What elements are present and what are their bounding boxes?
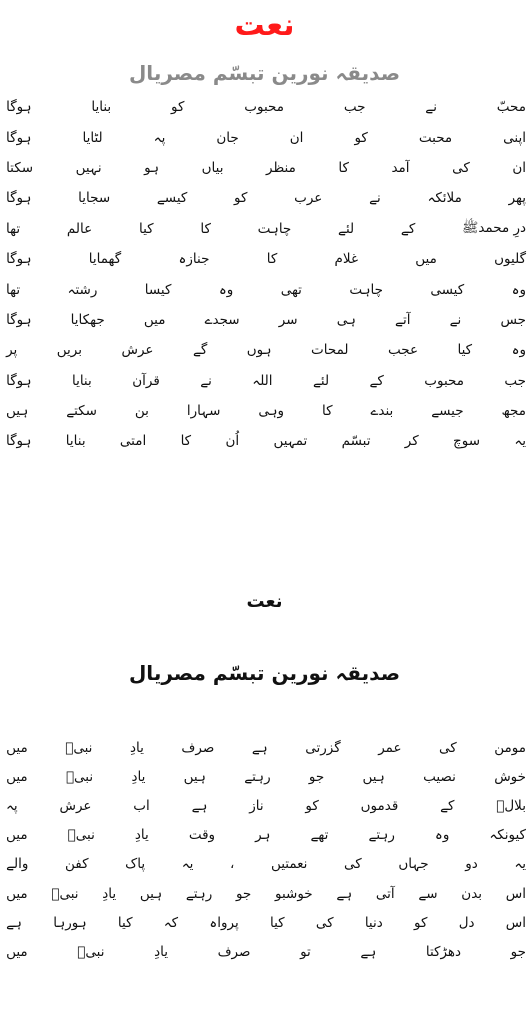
verse-word: کیسے [156, 190, 188, 207]
verse-word: کیا [138, 220, 154, 237]
verse-word: میں [6, 768, 28, 785]
verse-word: ہے [191, 797, 208, 814]
verse-word: میں [6, 943, 28, 960]
verse-line [6, 879, 526, 908]
poet-name-1: صدیقہ نورین تبسّم مصریال [128, 61, 401, 85]
verse-word: گلیوں [494, 251, 526, 268]
verse-word: سجدے [204, 311, 240, 328]
verse-word: میں [415, 251, 437, 268]
verse-word: بنایا [71, 372, 92, 389]
verse-word: بیاں [201, 159, 224, 176]
verse-word: ہوگا [6, 372, 32, 389]
verse-word: جس [500, 311, 526, 328]
verse-word: میں [143, 311, 166, 328]
verse-word: منظر [266, 159, 296, 176]
verse-word: ، [229, 856, 235, 873]
verse-word: درِ محمدﷺ [462, 219, 526, 236]
naat-title-1: نعت [234, 8, 295, 43]
verse-word: جب [504, 372, 526, 389]
verse-line [6, 122, 526, 152]
verse-word: ہوگا [6, 190, 32, 207]
verse-word: آتی [375, 885, 395, 902]
verse-word: ہیں [183, 768, 206, 785]
verse-line [6, 426, 526, 456]
verse-word: کی [452, 159, 470, 176]
verse-word: والے [6, 856, 29, 873]
verse-word: چاہت [349, 281, 383, 298]
verse-word: نعمتیں [270, 856, 308, 873]
verse-word: عرش [121, 342, 154, 359]
verse-word: صرف [181, 739, 215, 756]
verse-word: جنازہ [178, 251, 210, 268]
verse-word: اللہ [252, 372, 273, 389]
verse-word: سے [418, 885, 438, 902]
verse-word: نہیں [75, 159, 102, 176]
verse-line [6, 366, 526, 396]
verse-word: ناز [249, 797, 264, 814]
verse-word: دل [458, 914, 475, 931]
verse-word: ہیں [362, 768, 385, 785]
verse-word: یادِ [154, 943, 168, 960]
verse-word: ہے [360, 943, 377, 960]
verse-word: ہو [144, 159, 160, 176]
verse-word: کا [180, 433, 192, 450]
verse-word: تھا [6, 220, 21, 237]
verse-line [6, 908, 526, 937]
verse-word: جہاں [398, 856, 429, 873]
verse-word: کیونکہ [489, 827, 526, 844]
verse-word: جھکایا [70, 311, 105, 328]
verse-word: تمہیں [273, 433, 308, 450]
verse-word: تھے [310, 827, 329, 844]
verse-word: ہی [336, 311, 356, 328]
verse-word: پہ [6, 797, 18, 814]
verse-word: گے [192, 342, 208, 359]
verse-word: غلام [334, 251, 359, 268]
verse-word: ہوگا [6, 251, 32, 268]
verse-word: رشتہ [67, 281, 98, 298]
verse-word: بدن [461, 885, 483, 902]
verse-word: گھمایا [88, 251, 122, 268]
verse-word: اس [505, 914, 526, 931]
verse-word: اپنی [503, 129, 526, 146]
verse-word: رہتے [244, 768, 271, 785]
verse-word: محبّ [496, 99, 526, 116]
verse-word: وہ [511, 342, 526, 359]
verse-word: قرآن [132, 372, 160, 389]
verse-word: قدموں [360, 797, 399, 814]
verse-word: وہ [434, 827, 450, 844]
verse-word: یہ [514, 856, 526, 873]
verse-word: بن [134, 403, 149, 420]
verse-word: تبسّم [341, 433, 371, 450]
verse-word: کا [200, 220, 211, 237]
verse-line [6, 244, 526, 274]
verse-word: وہ [218, 281, 234, 298]
verse-word: کی [439, 739, 457, 756]
verse-word: وہ [511, 281, 526, 298]
verse-word: ہے [251, 739, 268, 756]
verse-word: سوچ [453, 433, 480, 450]
verse-word: کی [344, 856, 362, 873]
verse-word: محبوب [424, 372, 464, 389]
verse-word: کیا [117, 914, 133, 931]
verse-word: ان [512, 159, 526, 176]
verse-word: جیسے [431, 403, 464, 420]
verse-word: کو [305, 797, 319, 814]
verse-word: جب [343, 99, 366, 116]
verse-line [6, 92, 526, 122]
poet-name-2: صدیقہ نورین تبسّم مصریال [128, 661, 401, 685]
verse-word: عرب [294, 190, 323, 207]
naat-verses-1 [6, 92, 526, 457]
verse-word: بندے [370, 403, 394, 420]
verse-word: پھر [508, 190, 526, 207]
verse-word: یہ [514, 433, 526, 450]
verse-line [6, 305, 526, 335]
verse-word: دھڑکتا [425, 943, 462, 960]
verse-word: سکتے [66, 403, 97, 420]
verse-word: کفن [65, 856, 89, 873]
verse-word: بنایا [91, 99, 112, 116]
verse-line [6, 153, 526, 183]
verse-word: اب [133, 797, 150, 814]
verse-word: یہ [181, 856, 194, 873]
verse-word: کو [234, 190, 248, 207]
verse-word: کو [354, 129, 368, 146]
verse-line [6, 214, 526, 244]
verse-word: ہر [255, 827, 271, 844]
verse-word: خوش [494, 768, 526, 785]
naat-verses-2 [6, 733, 526, 967]
verse-word: کیسا [144, 281, 172, 298]
verse-word: کیا [270, 914, 285, 931]
verse-word: پہ [153, 129, 166, 146]
verse-word: نبیؐ [65, 768, 94, 785]
verse-word: دنیا [364, 914, 383, 931]
verse-word: جو [308, 768, 325, 785]
verse-word: ہورہا [53, 914, 87, 931]
verse-line [6, 274, 526, 304]
verse-word: خوشبو [274, 885, 313, 902]
verse-word: عجب [387, 342, 418, 359]
verse-line [6, 850, 526, 879]
verse-word: وقت [188, 827, 216, 844]
verse-word: مومن [494, 739, 526, 756]
verse-word: عمر [378, 739, 402, 756]
verse-word: کا [266, 251, 278, 268]
verse-word: سہارا [186, 403, 221, 420]
verse-word: صرف [217, 943, 251, 960]
verse-word: اس [505, 885, 526, 902]
verse-word: ان [289, 129, 304, 146]
verse-word: جان [216, 129, 239, 146]
verse-word: تھا [6, 281, 21, 298]
verse-word: لمحات [311, 342, 349, 359]
verse-word: سر [278, 311, 298, 328]
verse-word: کا [322, 403, 333, 420]
verse-word: کا [338, 159, 349, 176]
verse-word: پرواہ [209, 914, 239, 931]
verse-word: تو [300, 943, 311, 960]
verse-word: ہوگا [6, 433, 32, 450]
verse-word: جو [235, 885, 252, 902]
verse-line [6, 937, 526, 966]
verse-word: اُن [225, 433, 240, 450]
verse-word: نبیؐ [67, 827, 95, 844]
verse-word: بنایا [65, 433, 86, 450]
naat-title-2: نعت [246, 591, 283, 612]
verse-word: میں [6, 739, 28, 756]
verse-word: سکتا [6, 159, 34, 176]
verse-word: ہیں [6, 403, 29, 420]
verse-word: دو [465, 856, 478, 873]
verse-word: آتے [395, 311, 411, 328]
verse-word: لٹایا [82, 129, 103, 146]
verse-word: لئے [312, 372, 330, 389]
verse-word: امتی [119, 433, 147, 450]
verse-line [6, 335, 526, 365]
verse-word: کو [414, 914, 428, 931]
verse-line [6, 791, 526, 820]
verse-word: ملائکہ [427, 190, 462, 207]
verse-line [6, 183, 526, 213]
verse-word: ہوگا [6, 99, 32, 116]
verse-word: ہے [6, 914, 22, 931]
verse-word: عالم [66, 220, 93, 237]
verse-word: نے [200, 372, 212, 389]
verse-word: نے [425, 99, 437, 116]
verse-word: بریں [56, 342, 83, 359]
verse-word: چاہت [257, 220, 292, 237]
verse-word: محبت [418, 129, 453, 146]
verse-word: لئے [338, 220, 355, 237]
verse-word: گزرتی [305, 739, 341, 756]
verse-word: کو [171, 99, 185, 116]
verse-word: کی [315, 914, 334, 931]
verse-word: ہیں [139, 885, 163, 902]
verse-word: تھی [280, 281, 302, 298]
verse-word: یادِ [102, 885, 117, 902]
verse-word: آمد [391, 159, 410, 176]
verse-word: میں [6, 827, 28, 844]
verse-word: کہ [163, 914, 179, 931]
verse-word: جو [510, 943, 526, 960]
verse-word: بلالؓ [496, 797, 526, 814]
verse-word: یادِ [134, 827, 149, 844]
verse-line [6, 733, 526, 762]
verse-word: عرش [59, 797, 92, 814]
verse-word: محبوب [244, 99, 284, 116]
verse-word: کیسی [430, 281, 465, 298]
verse-word: کے [440, 797, 455, 814]
verse-word: کیا [457, 342, 473, 359]
verse-word: نے [369, 190, 381, 207]
verse-word: مجھ [501, 403, 526, 420]
verse-word: میں [6, 885, 28, 902]
verse-line [6, 821, 526, 850]
verse-word: کے [369, 372, 384, 389]
verse-word: نے [449, 311, 462, 328]
verse-word: ہے [336, 885, 353, 902]
verse-word: یادِ [131, 768, 146, 785]
verse-word: ہوگا [6, 311, 32, 328]
verse-word: رہتے [185, 885, 213, 902]
verse-word: پر [6, 342, 18, 359]
verse-word: ہوں [246, 342, 272, 359]
verse-word: وہی [258, 403, 285, 420]
verse-word: نبیؐ [51, 885, 79, 902]
verse-line [6, 762, 526, 791]
verse-word: کر [404, 433, 419, 450]
verse-word: رہتے [368, 827, 395, 844]
verse-word: نبیؐ [77, 943, 105, 960]
verse-word: نصیب [423, 768, 456, 785]
verse-word: نبیؐ [65, 739, 93, 756]
verse-word: پاک [125, 856, 146, 873]
verse-word: سجایا [78, 190, 111, 207]
verse-word: کے [400, 220, 416, 237]
verse-word: ہوگا [6, 129, 32, 146]
verse-line [6, 396, 526, 426]
verse-word: یادِ [129, 739, 144, 756]
